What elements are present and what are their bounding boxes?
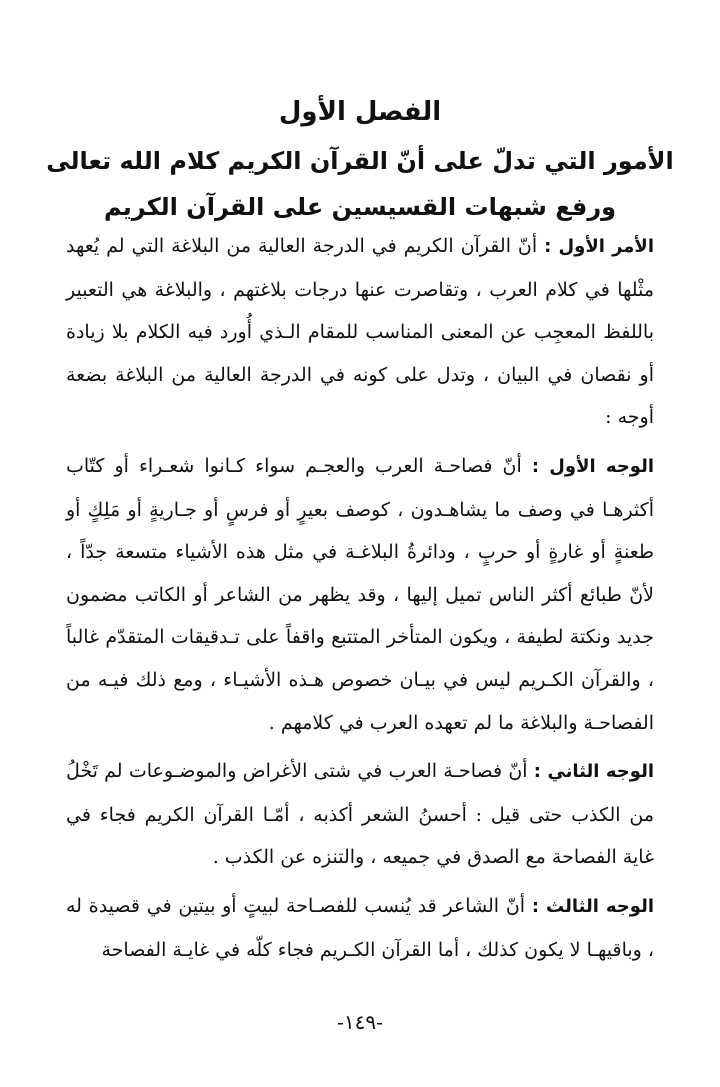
chapter-heading xyxy=(40,92,680,230)
paragraph-first-aspect xyxy=(66,445,654,744)
chapter-subtitle-line-2: ورفع شبهات القسيسين على القرآن الكريم xyxy=(103,193,617,221)
body-text xyxy=(66,225,654,971)
paragraph-text: أنّ القرآن الكريم في الدرجة العالية من البلاغة التي لم يُعهد مثْلها في كلام العرب ، وتقاصرت عنها درجات بلاغتهم ، والبلاغة هي التعبير باللفظ المعجِب عن المعنى المناسب للمقام الـذي أُورد فيه الكلام بلا زيادة أو نقصان في البيان ، وتدل على كونه في الدرجة العالية من البلاغة بضعة أوجه : xyxy=(66,235,654,429)
paragraph-lead: الأمر الأول : xyxy=(544,236,654,257)
chapter-subtitle-line-1: الأمور التي تدلّ على أنّ القرآن الكريم كلام الله تعالى xyxy=(46,147,674,175)
page-number: -١٤٩- xyxy=(337,1010,383,1034)
chapter-title: الفصل الأول xyxy=(278,97,442,127)
paragraph-third-aspect xyxy=(66,885,654,971)
paragraph-text: أنّ فصاحـة العرب في شتى الأغراض والموضـوعات لم تَخْلُ من الكذب حتى قيل : أحسنُ الشعر أكذبه ، أمّـا القرآن الكريم فجاء في غاية الفصاحة مع الصدق في جميعه ، والتنزه عن الكذب . xyxy=(66,760,654,869)
paragraph-text: أنّ فصاحـة العرب والعجـم سواء كـانوا شعـراء أو كتّاب أكثرهـا في وصف ما يشاهـدون ، كوصف بعيرٍ أو فرسٍ أو جـاريةٍ أو مَلِكٍ أو طعنةٍ أو غارةٍ أو حربٍ ، ودائرةُ البلاغـة في مثل هذه الأشياء متسعة جدّاً ، لأنّ طبائع أكثر الناس تميل إليها ، وقد يظهر من الشاعر أو الكاتب مضمون جديد ونكتة لطيفة ، ويكون المتأخر المتتبع واقفاً على تـدقيقات المتقدّم غالباً ، والقرآن الكـريم ليس في بيـان خصوص هـذه الأشيـاء ، ومع ذلك فيـه من الفصاحـة والبلاغة ما لم تعهده العرب في كلامهم . xyxy=(66,454,654,734)
paragraph-lead: الوجه الثاني : xyxy=(533,761,654,783)
paragraph-lead: الوجه الأول : xyxy=(531,455,655,477)
paragraph-second-aspect xyxy=(66,750,654,879)
paragraph-lead: الوجه الثالث : xyxy=(531,895,654,917)
paragraph-first-matter xyxy=(66,225,654,439)
paragraph-text: أنّ الشاعر قد يُنسب للفصـاحة لبيتٍ أو بيتين في قصيدة له ، وباقيهـا لا يكون كذلك ، أما القرآن الكـريم فجاء كلّه في غايـة الفصاحة xyxy=(66,894,654,961)
